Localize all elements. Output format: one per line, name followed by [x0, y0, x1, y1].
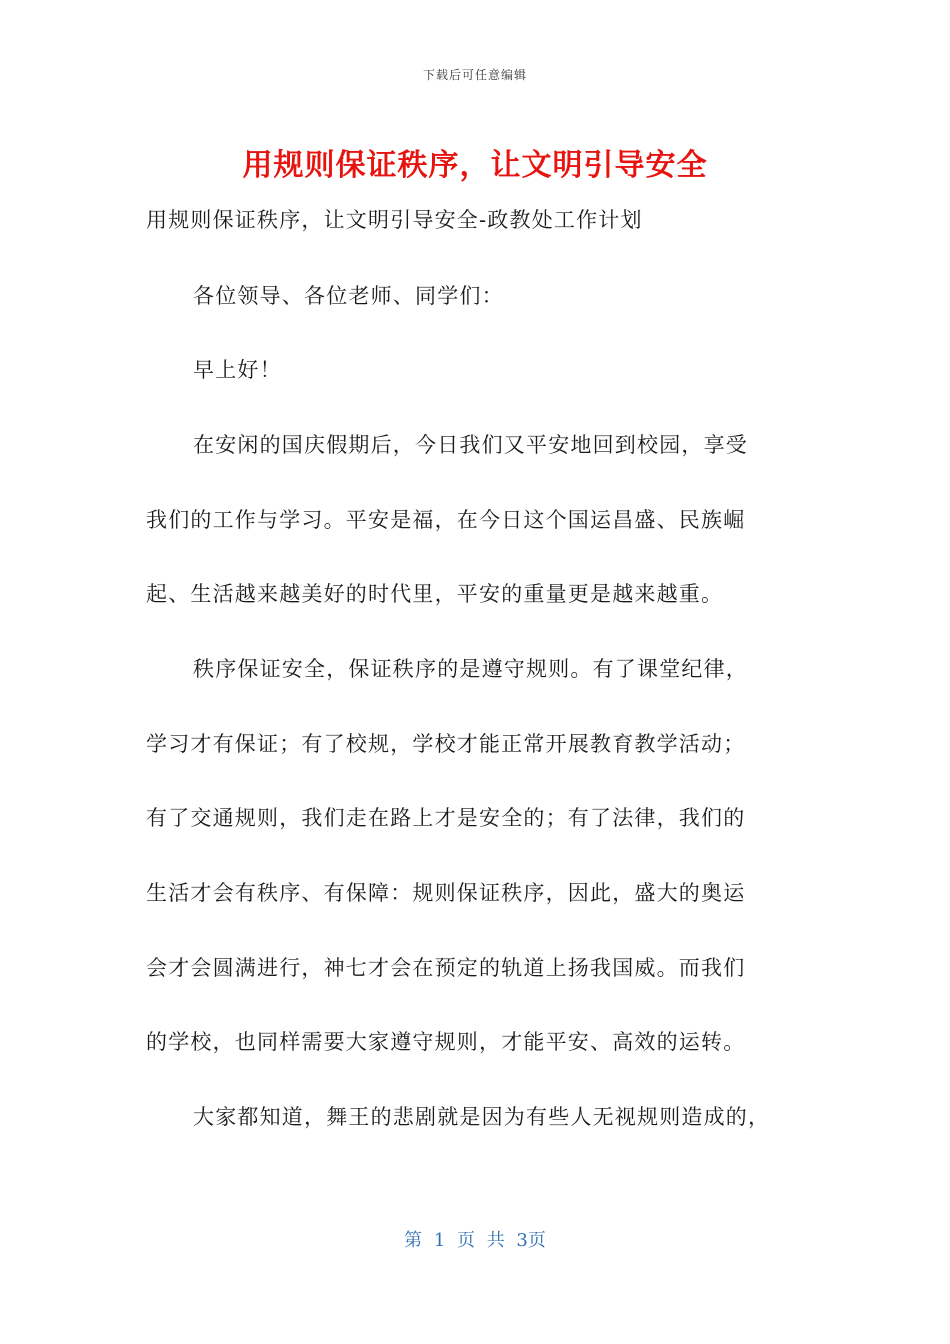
page-footer: 第 1 页 共 3页: [404, 1230, 546, 1251]
body-line: 秩序保证安全，保证秩序的是遵守规则。有了课堂纪律，: [193, 657, 748, 681]
document-subtitle: 用规则保证秩序，让文明引导安全-政教处工作计划: [146, 208, 643, 232]
body-line: 各位领导、各位老师、同学们：: [193, 284, 504, 308]
body-line: 的学校，也同样需要大家遵守规则，才能平安、高效的运转。: [146, 1030, 746, 1054]
body-line: 起、生活越来越美好的时代里，平安的重量更是越来越重。: [146, 582, 724, 606]
body-line: 早上好！: [193, 358, 282, 382]
body-line: 在安闲的国庆假期后，今日我们又平安地回到校园，享受: [193, 433, 748, 457]
body-line: 我们的工作与学习。平安是福，在今日这个国运昌盛、民族崛: [146, 508, 746, 532]
body-line: 大家都知道，舞王的悲剧就是因为有些人无视规则造成的，: [193, 1105, 771, 1129]
body-line: 生活才会有秩序、有保障：规则保证秩序，因此，盛大的奥运: [146, 881, 746, 905]
body-line: 会才会圆满进行，神七才会在预定的轨道上扬我国威。而我们: [146, 956, 746, 980]
body-line: 有了交通规则，我们走在路上才是安全的；有了法律，我们的: [146, 806, 746, 830]
body-line: 学习才有保证；有了校规，学校才能正常开展教育教学活动；: [146, 732, 746, 756]
document-title: 用规则保证秩序，让文明引导安全: [242, 148, 708, 183]
header-note: 下载后可任意编辑: [422, 68, 527, 82]
